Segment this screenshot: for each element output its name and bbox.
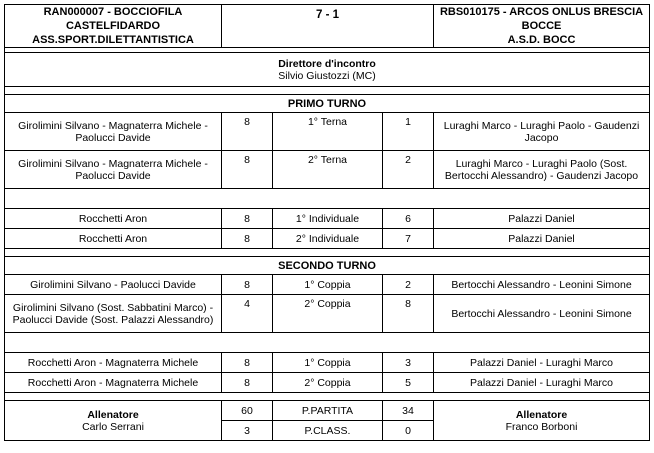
away-total: 34 — [383, 401, 434, 421]
home-players — [5, 209, 222, 229]
match-label: 2° Coppia — [273, 373, 383, 393]
home-player-line: Rocchetti Aron — [78, 212, 148, 225]
away-players — [434, 275, 650, 295]
away-score: 6 — [383, 209, 434, 229]
spacer-cell — [5, 249, 650, 257]
match-row — [5, 113, 650, 151]
home-score: 8 — [222, 373, 273, 393]
match-label: 2° Terna — [273, 151, 383, 189]
spacer-row — [5, 189, 650, 209]
home-score: 8 — [222, 113, 273, 151]
home-player-line: Girolimini Silvano - Paolucci Davide — [30, 278, 196, 291]
away-coach — [434, 401, 650, 441]
turn-header-row — [5, 95, 650, 113]
home-score: 8 — [222, 229, 273, 249]
match-row — [5, 353, 650, 373]
match-row — [5, 151, 650, 189]
spacer-row — [5, 333, 650, 353]
away-players — [434, 209, 650, 229]
away-player-line: Jacopo — [524, 131, 559, 144]
turn-title: PRIMO TURNO — [5, 95, 650, 113]
header-row — [5, 5, 650, 48]
match-label: 2° Coppia — [273, 295, 383, 333]
home-team-line: ASS.SPORT.DILETTANTISTICA — [32, 34, 194, 46]
match-score: 7 - 1 — [222, 5, 434, 48]
director-title: Direttore d'incontro — [278, 57, 376, 70]
away-score: 2 — [383, 151, 434, 189]
home-coach-title: Allenatore — [87, 408, 139, 421]
spacer-cell — [5, 333, 650, 353]
away-players — [434, 113, 650, 151]
match-label: 1° Coppia — [273, 275, 383, 295]
match-row — [5, 229, 650, 249]
away-total: 0 — [383, 421, 434, 441]
away-score: 7 — [383, 229, 434, 249]
match-row — [5, 295, 650, 333]
home-player-line: Girolimini Silvano - Magnaterra Michele - — [18, 119, 208, 132]
home-player-line: Girolimini Silvano - Magnaterra Michele - — [18, 157, 208, 170]
home-team — [5, 5, 222, 48]
turn-header-row — [5, 257, 650, 275]
away-score: 5 — [383, 373, 434, 393]
home-player-line: Rocchetti Aron - Magnaterra Michele — [27, 356, 199, 369]
away-players — [434, 229, 650, 249]
home-score: 8 — [222, 353, 273, 373]
match-report — [4, 4, 649, 441]
away-players — [434, 295, 650, 333]
home-players — [5, 373, 222, 393]
away-player-line: Bertocchi Alessandro - Leonini Simone — [451, 278, 632, 291]
report-body — [5, 5, 650, 441]
away-coach-title: Allenatore — [515, 408, 568, 421]
away-player-line: Bertocchi Alessandro) - Gaudenzi Jacopo — [444, 169, 639, 182]
home-coach-name: Carlo Serrani — [82, 420, 144, 433]
spacer-row — [5, 87, 650, 95]
home-player-line: Girolimini Silvano (Sost. Sabbatini Marco) - — [12, 301, 214, 314]
match-row — [5, 373, 650, 393]
away-score: 2 — [383, 275, 434, 295]
away-player-line: Palazzi Daniel — [508, 232, 575, 245]
away-team — [434, 5, 650, 48]
home-players — [5, 275, 222, 295]
away-player-line: Luraghi Marco - Luraghi Paolo - Gaudenzi — [443, 119, 640, 132]
away-players — [434, 151, 650, 189]
home-score: 8 — [222, 151, 273, 189]
away-players — [434, 353, 650, 373]
spacer-cell — [5, 87, 650, 95]
total-label: P.CLASS. — [273, 421, 383, 441]
match-label: 1° Terna — [273, 113, 383, 151]
home-coach — [5, 401, 222, 441]
spacer-cell — [5, 393, 650, 401]
total-label: P.PARTITA — [273, 401, 383, 421]
home-player-line: Paolucci Davide — [75, 131, 151, 144]
away-score: 1 — [383, 113, 434, 151]
away-coach-name: Franco Borboni — [505, 420, 578, 433]
footer-row — [5, 401, 650, 421]
turn-title: SECONDO TURNO — [5, 257, 650, 275]
home-players — [5, 113, 222, 151]
away-players — [434, 373, 650, 393]
match-label: 1° Coppia — [273, 353, 383, 373]
home-players — [5, 353, 222, 373]
home-players — [5, 295, 222, 333]
match-report-table — [4, 4, 650, 441]
away-player-line: Palazzi Daniel - Luraghi Marco — [470, 376, 613, 389]
match-row — [5, 209, 650, 229]
away-team-line: RBS010175 - ARCOS ONLUS BRESCIA BOCCE — [439, 6, 644, 32]
spacer-row — [5, 393, 650, 401]
home-player-line: Paolucci Davide — [75, 169, 151, 182]
home-score: 8 — [222, 275, 273, 295]
home-score: 4 — [222, 295, 273, 333]
director-row — [5, 53, 650, 87]
match-label: 1° Individuale — [273, 209, 383, 229]
home-total: 3 — [222, 421, 273, 441]
match-row — [5, 275, 650, 295]
spacer-cell — [5, 189, 650, 209]
home-score: 8 — [222, 209, 273, 229]
away-player-line: Palazzi Daniel - Luraghi Marco — [470, 356, 613, 369]
away-team-line: A.S.D. BOCC — [507, 34, 576, 46]
home-player-line: Rocchetti Aron — [78, 232, 148, 245]
home-player-line: Paolucci Davide (Sost. Palazzi Alessandro) — [12, 313, 214, 326]
away-player-line: Bertocchi Alessandro - Leonini Simone — [451, 307, 632, 320]
home-total: 60 — [222, 401, 273, 421]
away-player-line: Palazzi Daniel — [508, 212, 575, 225]
away-player-line: Luraghi Marco - Luraghi Paolo (Sost. — [455, 157, 628, 170]
director-cell — [5, 53, 650, 87]
home-players — [5, 229, 222, 249]
match-label: 2° Individuale — [273, 229, 383, 249]
away-score: 8 — [383, 295, 434, 333]
home-players — [5, 151, 222, 189]
director-name: Silvio Giustozzi (MC) — [278, 69, 376, 82]
away-score: 3 — [383, 353, 434, 373]
spacer-row — [5, 249, 650, 257]
home-team-line: RAN000007 - BOCCIOFILA CASTELFIDARDO — [43, 6, 183, 32]
home-player-line: Rocchetti Aron - Magnaterra Michele — [27, 376, 199, 389]
